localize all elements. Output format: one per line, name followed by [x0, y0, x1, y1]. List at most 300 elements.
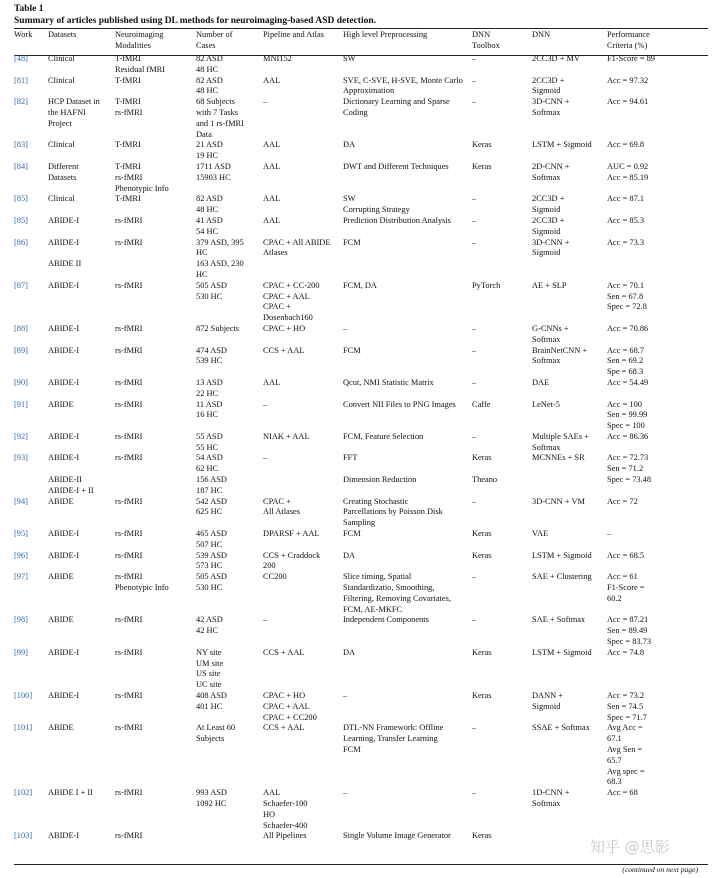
citation-link[interactable]: [48]	[14, 54, 28, 63]
header-row	[14, 30, 708, 54]
dnn-cell	[532, 400, 607, 432]
header-dnn	[532, 30, 607, 54]
toolbox-text: –	[472, 788, 477, 798]
toolbox-text: Keras	[472, 647, 492, 657]
pipeline-text: AAL	[263, 377, 281, 387]
pipeline-cell	[263, 529, 343, 551]
preprocessing-cell	[343, 194, 472, 216]
cases-cell	[196, 648, 263, 691]
pipeline-text: Schaefer-100	[263, 798, 308, 808]
cases-text: 507 HC	[196, 539, 223, 549]
table-row	[14, 54, 708, 76]
performance-text: Sen = 74.5	[607, 701, 644, 711]
preprocessing-cell	[343, 400, 472, 432]
datasets-cell	[48, 497, 115, 529]
cases-text: 82 ASD	[196, 54, 223, 63]
cases-cell	[196, 76, 263, 98]
performance-cell	[607, 76, 708, 98]
dnn-text: LeNet-5	[532, 399, 560, 409]
toolbox-text: –	[472, 194, 477, 204]
citation-link[interactable]: [103]	[14, 831, 33, 841]
toolbox-text: Keras	[472, 831, 492, 841]
datasets-text: Clinical	[48, 75, 75, 85]
citation-link[interactable]: [84]	[14, 161, 28, 171]
preprocessing-cell	[343, 529, 472, 551]
pipeline-text: HO	[263, 809, 276, 819]
work-cell	[14, 97, 48, 140]
cases-text: UM site	[196, 658, 224, 668]
performance-text: Sen = 67.8	[607, 291, 644, 301]
work-cell	[14, 140, 48, 162]
dnn-text: Softmax	[532, 107, 561, 117]
header-text: Performance	[607, 30, 650, 39]
performance-cell	[607, 453, 708, 496]
pipeline-text: CPAC + CC-200	[263, 280, 320, 290]
cases-cell	[196, 216, 263, 238]
toolbox-text: –	[472, 345, 477, 355]
pipeline-text: CCS + AAL	[263, 647, 305, 657]
cases-text	[196, 831, 261, 842]
pipeline-text: Atlases	[263, 248, 288, 258]
citation-link[interactable]: [81]	[14, 75, 28, 85]
dnn-text: Softmax	[532, 356, 561, 366]
dnn-cell	[532, 648, 607, 691]
citation-link[interactable]: [90]	[14, 377, 28, 387]
toolbox-text: –	[472, 496, 477, 506]
dnn-text: 1D-CNN +	[532, 788, 570, 798]
toolbox-text: –	[472, 615, 477, 625]
citation-link[interactable]: [85]	[14, 215, 28, 225]
table-label: Table 1	[14, 4, 44, 14]
preprocessing-text: FCM, Feature Selection	[343, 431, 424, 441]
toolbox-cell	[472, 788, 532, 831]
pipeline-text: –	[263, 97, 268, 107]
table-row	[14, 788, 708, 831]
datasets-cell	[48, 162, 115, 194]
toolbox-cell	[472, 54, 532, 76]
performance-text: Acc = 68.5	[607, 550, 645, 560]
cases-cell	[196, 831, 263, 851]
datasets-text: ABIDE-II	[48, 475, 82, 485]
modalities-text: T-fMRI	[115, 161, 141, 171]
table-row	[14, 140, 708, 162]
toolbox-text	[472, 464, 530, 475]
toolbox-cell	[472, 281, 532, 324]
dnn-text: Softmax	[532, 334, 561, 344]
dnn-cell	[532, 378, 607, 400]
table-row	[14, 615, 708, 647]
work-cell	[14, 54, 48, 76]
datasets-text	[48, 464, 113, 475]
performance-text: Acc = 54.49	[607, 377, 649, 387]
modalities-text: T-fMRI	[115, 140, 141, 150]
performance-text: Spec = 71.7	[607, 712, 647, 722]
dnn-cell	[532, 97, 607, 140]
table-row	[14, 432, 708, 454]
performance-cell	[607, 194, 708, 216]
performance-text: Acc = 94.61	[607, 97, 649, 107]
modalities-text: Phenotypic Info	[115, 183, 169, 193]
datasets-text: Clinical	[48, 54, 75, 63]
work-cell	[14, 723, 48, 788]
dnn-text: Multiple SAEs +	[532, 431, 589, 441]
dnn-cell	[532, 346, 607, 378]
toolbox-cell	[472, 194, 532, 216]
modalities-text: rs-fMRI	[115, 215, 143, 225]
datasets-cell	[48, 432, 115, 454]
citation-link[interactable]: [89]	[14, 345, 28, 355]
pipeline-text: CPAC + HO	[263, 691, 306, 701]
preprocessing-text: FCM, DA	[343, 280, 377, 290]
preprocessing-text: –	[343, 691, 348, 701]
header-text: Toolbox	[472, 40, 500, 50]
dnn-text: Softmax	[532, 442, 561, 452]
cases-text: and 1 rs-fMRI	[196, 118, 244, 128]
cases-text: 505 ASD	[196, 572, 227, 582]
preprocessing-text: Parcellations by Poisson Disk	[343, 507, 443, 517]
preprocessing-cell	[343, 723, 472, 788]
performance-text: Sen = 69.2	[607, 356, 644, 366]
pipeline-text: CPAC + HO	[263, 323, 306, 333]
preprocessing-cell	[343, 572, 472, 615]
dnn-text: BrainNetCNN +	[532, 345, 588, 355]
modalities-text: T-fMRI	[115, 54, 141, 63]
toolbox-text: Keras	[472, 140, 492, 150]
toolbox-cell	[472, 648, 532, 691]
work-cell	[14, 831, 48, 851]
preprocessing-text: Single Volume Image Generator	[343, 831, 451, 841]
performance-text: Acc = 100	[607, 399, 642, 409]
cases-text: 379 ASD, 395	[196, 237, 244, 247]
cases-cell	[196, 281, 263, 324]
cases-text: 408 ASD	[196, 691, 227, 701]
cases-text: 542 ASD	[196, 496, 227, 506]
cases-text: 42 ASD	[196, 615, 223, 625]
dnn-cell	[532, 551, 607, 573]
table-row	[14, 572, 708, 615]
modalities-cell	[115, 400, 196, 432]
performance-text: 65.7	[607, 755, 622, 765]
performance-cell	[607, 140, 708, 162]
toolbox-text: –	[472, 377, 477, 387]
toolbox-cell	[472, 572, 532, 615]
citation-link[interactable]: [94]	[14, 496, 28, 506]
performance-cell	[607, 54, 708, 76]
citation-link[interactable]: [97]	[14, 572, 28, 582]
dnn-text: LSTM + Sigmoid	[532, 140, 592, 150]
pipeline-cell	[263, 400, 343, 432]
cases-text: 993 ASD	[196, 788, 227, 798]
modalities-cell	[115, 162, 196, 194]
preprocessing-text: SW	[343, 194, 356, 204]
performance-text: Acc = 72.73	[607, 453, 649, 463]
pipeline-text: CPAC + AAL	[263, 291, 310, 301]
cases-text: 48 HC	[196, 64, 219, 74]
cases-text: At Least 60	[196, 723, 236, 733]
dnn-text: 2CC3D +	[532, 75, 565, 85]
preprocessing-cell	[343, 691, 472, 723]
preprocessing-cell	[343, 378, 472, 400]
performance-cell	[607, 97, 708, 140]
citation-link[interactable]: [83]	[14, 140, 28, 150]
cases-text: 187 HC	[196, 485, 223, 495]
pipeline-text: Schaefer-400	[263, 820, 308, 830]
pipeline-text: –	[263, 615, 268, 625]
modalities-cell	[115, 97, 196, 140]
table-row	[14, 194, 708, 216]
modalities-cell	[115, 788, 196, 831]
datasets-text: ABIDE-I	[48, 237, 80, 247]
dnn-text: 2D-CNN +	[532, 161, 570, 171]
preprocessing-cell	[343, 238, 472, 281]
citation-link[interactable]: [102]	[14, 788, 33, 798]
cases-text: 474 ASD	[196, 345, 227, 355]
citation-link[interactable]: [92]	[14, 431, 28, 441]
pipeline-text: DPARSF + AAL	[263, 529, 320, 539]
preprocessing-cell	[343, 615, 472, 647]
modalities-cell	[115, 551, 196, 573]
pipeline-text: 200	[263, 561, 276, 571]
cases-cell	[196, 453, 263, 496]
header-text: Work	[14, 30, 33, 39]
dnn-cell	[532, 238, 607, 281]
modalities-text: rs-fMRI	[115, 323, 143, 333]
toolbox-text: Keras	[472, 161, 492, 171]
datasets-cell	[48, 194, 115, 216]
performance-text: Spec = 72.8	[607, 302, 647, 312]
toolbox-cell	[472, 378, 532, 400]
preprocessing-text: Corrupting Strategy	[343, 205, 410, 215]
pipeline-text: CC200	[263, 572, 287, 582]
pipeline-text: CCS + AAL	[263, 723, 305, 733]
datasets-cell	[48, 238, 115, 281]
table-row	[14, 346, 708, 378]
modalities-text: rs-fMRI	[115, 496, 143, 506]
pipeline-cell	[263, 281, 343, 324]
table-title: Summary of articles published using DL methods for neuroimaging-based ASD detection.	[14, 16, 377, 26]
cases-cell	[196, 529, 263, 551]
preprocessing-cell	[343, 97, 472, 140]
toolbox-cell	[472, 97, 532, 140]
header-work	[14, 30, 48, 54]
preprocessing-text: Filtering, Removing Covariates,	[343, 593, 451, 603]
citation-link[interactable]: [96]	[14, 550, 28, 560]
citation-link[interactable]: [87]	[14, 280, 28, 290]
cases-cell	[196, 400, 263, 432]
pipeline-text: AAL	[263, 75, 281, 85]
toolbox-cell	[472, 238, 532, 281]
cases-text: 1092 HC	[196, 798, 227, 808]
citation-link[interactable]: [85]	[14, 194, 28, 204]
datasets-text: the HAFNI	[48, 107, 86, 117]
modalities-cell	[115, 54, 196, 76]
preprocessing-cell	[343, 281, 472, 324]
modalities-cell	[115, 346, 196, 378]
cases-text: 82 ASD	[196, 194, 223, 204]
preprocessing-text: Creating Stochastic	[343, 496, 409, 506]
cases-text: 156 ASD	[196, 475, 227, 485]
datasets-text: Clinical	[48, 140, 75, 150]
modalities-cell	[115, 76, 196, 98]
cases-text: 55 HC	[196, 442, 219, 452]
performance-cell	[607, 378, 708, 400]
pipeline-cell	[263, 648, 343, 691]
citation-link[interactable]: [95]	[14, 529, 28, 539]
cases-text: 1711 ASD	[196, 161, 231, 171]
cases-text: 11 ASD	[196, 399, 223, 409]
preprocessing-text: Dictionary Learning and Sparse	[343, 97, 450, 107]
table-row	[14, 238, 708, 281]
preprocessing-text: FCM	[343, 529, 361, 539]
toolbox-cell	[472, 432, 532, 454]
toolbox-cell	[472, 615, 532, 647]
citation-link[interactable]: [98]	[14, 615, 28, 625]
dnn-text: DAE	[532, 377, 550, 387]
table-row	[14, 162, 708, 194]
performance-text: Acc = 72	[607, 496, 638, 506]
performance-cell	[607, 723, 708, 788]
citation-link[interactable]: [101]	[14, 723, 33, 733]
cases-text: 21 ASD	[196, 140, 223, 150]
preprocessing-text: SVE, C-SVE, H-SVE, Monte Carlo	[343, 75, 463, 85]
toolbox-cell	[472, 216, 532, 238]
dnn-text: G-CNNs +	[532, 323, 569, 333]
dnn-cell	[532, 140, 607, 162]
dnn-cell	[532, 194, 607, 216]
modalities-cell	[115, 723, 196, 788]
header-text: Criteria (%)	[607, 40, 648, 50]
citation-link[interactable]: [100]	[14, 691, 33, 701]
performance-text: 60.2	[607, 593, 622, 603]
modalities-cell	[115, 453, 196, 496]
table-row	[14, 378, 708, 400]
citation-link[interactable]: [93]	[14, 453, 28, 463]
table-row	[14, 324, 708, 346]
citation-link[interactable]: [91]	[14, 399, 28, 409]
cases-text: 42 HC	[196, 626, 219, 636]
work-cell	[14, 497, 48, 529]
cases-text: 539 HC	[196, 356, 223, 366]
modalities-text: T-fMRI	[115, 75, 141, 85]
citation-link[interactable]: [82]	[14, 97, 28, 107]
preprocessing-text: SW	[343, 54, 356, 63]
header-modalities	[115, 30, 196, 54]
modalities-text: rs-fMRI	[115, 237, 143, 247]
cases-text: 82 ASD	[196, 75, 223, 85]
header-toolbox	[472, 30, 532, 54]
toolbox-cell	[472, 691, 532, 723]
modalities-text: rs-fMRI	[115, 615, 143, 625]
datasets-text: ABIDE-I	[48, 550, 80, 560]
header-datasets	[48, 30, 115, 54]
modalities-cell	[115, 238, 196, 281]
datasets-cell	[48, 572, 115, 615]
preprocessing-text: FCM	[343, 345, 361, 355]
toolbox-cell	[472, 529, 532, 551]
preprocessing-text: Approximation	[343, 86, 395, 96]
modalities-text: Residual fMRI	[115, 64, 166, 74]
preprocessing-text: –	[343, 323, 348, 333]
pipeline-cell	[263, 162, 343, 194]
toolbox-cell	[472, 723, 532, 788]
table-row	[14, 97, 708, 140]
performance-text: Sen = 71.2	[607, 464, 644, 474]
datasets-text: ABIDE-I	[48, 280, 80, 290]
preprocessing-cell	[343, 788, 472, 831]
modalities-text: rs-fMRI	[115, 280, 143, 290]
modalities-text: rs-fMRI	[115, 831, 143, 841]
cases-text: HC	[196, 269, 208, 279]
dnn-cell	[532, 529, 607, 551]
citation-link[interactable]: [99]	[14, 647, 28, 657]
modalities-text: rs-fMRI	[115, 377, 143, 387]
work-cell	[14, 378, 48, 400]
dnn-text: 3D-CNN +	[532, 237, 570, 247]
preprocessing-text: FCM	[343, 237, 361, 247]
cases-text: 19 HC	[196, 151, 219, 161]
modalities-text: rs-fMRI	[115, 572, 143, 582]
cases-text: 163 ASD, 230	[196, 259, 244, 269]
header-pipeline	[263, 30, 343, 54]
pipeline-text: CPAC + All ABIDE	[263, 237, 331, 247]
cases-text: 13 ASD	[196, 377, 223, 387]
header-preprocessing	[343, 30, 472, 54]
dnn-text: Softmax	[532, 798, 561, 808]
modalities-cell	[115, 691, 196, 723]
modalities-text: rs-fMRI	[115, 453, 143, 463]
pipeline-text: All Pipelines	[263, 831, 307, 841]
toolbox-cell	[472, 76, 532, 98]
datasets-text: Different	[48, 161, 79, 171]
work-cell	[14, 216, 48, 238]
dnn-text: Sigmoid	[532, 701, 561, 711]
citation-link[interactable]: [86]	[14, 237, 28, 247]
pipeline-cell	[263, 723, 343, 788]
work-cell	[14, 432, 48, 454]
cases-text: Data	[196, 129, 212, 139]
header-text: Cases	[196, 40, 216, 50]
dnn-cell	[532, 432, 607, 454]
work-cell	[14, 346, 48, 378]
performance-cell	[607, 615, 708, 647]
cases-text: UC site	[196, 680, 222, 690]
performance-text: Avg spec =	[607, 766, 645, 776]
citation-link[interactable]: [88]	[14, 323, 28, 333]
datasets-text: ABIDE-I	[48, 323, 80, 333]
performance-text: Sen = 99.99	[607, 410, 648, 420]
header-text: Modalities	[115, 40, 151, 50]
performance-text: Acc = 69.8	[607, 140, 645, 150]
cases-text: 573 HC	[196, 561, 223, 571]
table-row	[14, 648, 708, 691]
dnn-text: Sigmoid	[532, 248, 561, 258]
dnn-cell	[532, 54, 607, 76]
work-cell	[14, 691, 48, 723]
modalities-cell	[115, 140, 196, 162]
performance-text: Acc = 86.36	[607, 431, 649, 441]
pipeline-cell	[263, 788, 343, 831]
modalities-cell	[115, 194, 196, 216]
preprocessing-text: DTL-NN Framework: Offline	[343, 723, 444, 733]
table-row	[14, 723, 708, 788]
preprocessing-text: Slice timing, Spatial	[343, 572, 412, 582]
work-cell	[14, 648, 48, 691]
datasets-text	[48, 248, 113, 259]
work-cell	[14, 324, 48, 346]
pipeline-cell	[263, 432, 343, 454]
modalities-text: rs-fMRI	[115, 723, 143, 733]
work-cell	[14, 76, 48, 98]
